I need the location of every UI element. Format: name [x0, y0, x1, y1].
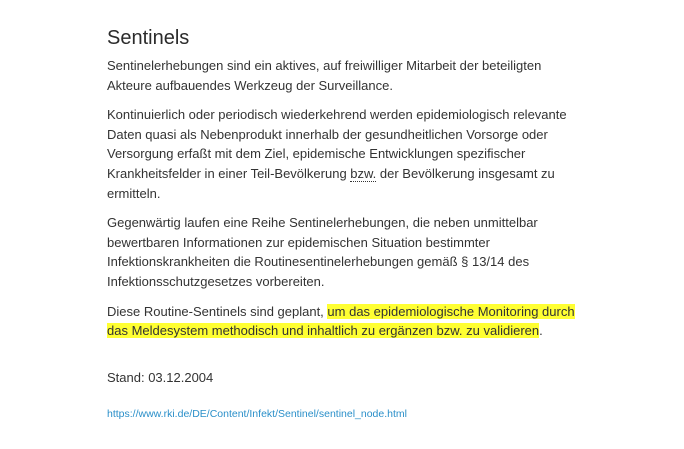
paragraph-text: Diese Routine-Sentinels sind geplant,	[107, 303, 328, 319]
paragraph-current: Gegenwärtig laufen eine Reihe Sentinelerhebungen, die neben unmittelbar bewertbaren Informationen zur epidemischen Situation bestimmter Infektionskrankheiten die Routinesentinelerhebungen gemäß § 13/14 des Infektionsschutzgesetzes vorbereiten.	[107, 215, 538, 289]
abbreviation-bzw: bzw.	[350, 165, 377, 181]
stand-date: Stand: 03.12.2004	[107, 369, 214, 385]
page-title: Sentinels	[107, 27, 190, 49]
paragraph-intro: Sentinelerhebungen sind ein aktives, auf freiwilliger Mitarbeit der beteiligten Akteure aufbauendes Werkzeug der Surveillance.	[107, 58, 542, 93]
source-url-link[interactable]: https://www.rki.de/DE/Content/Infekt/Sentinel/sentinel_node.html	[107, 408, 407, 420]
article	[107, 26, 587, 387]
paragraph-text: der Bevölkerung insgesamt zu ermitteln.	[107, 165, 555, 201]
paragraph-description	[107, 105, 587, 203]
paragraph-text: .	[539, 323, 543, 339]
paragraph-routine	[107, 302, 587, 341]
paragraph-text: Kontinuierlich oder periodisch wiederkehrend werden epidemiologisch relevante Daten quasi als Nebenprodukt innerhalb der gesundheitlichen Vorsorge oder Versorgung erfaßt mit dem Ziel, epidemische Entwicklungen spezifischer Krankheitsfelder in einer Teil-Bevölkerung	[107, 107, 567, 181]
highlighted-text[interactable]: um das epidemiologische Monitoring durch das Meldesystem methodisch und inhaltlich zu ergänzen bzw. zu validieren	[107, 303, 575, 339]
